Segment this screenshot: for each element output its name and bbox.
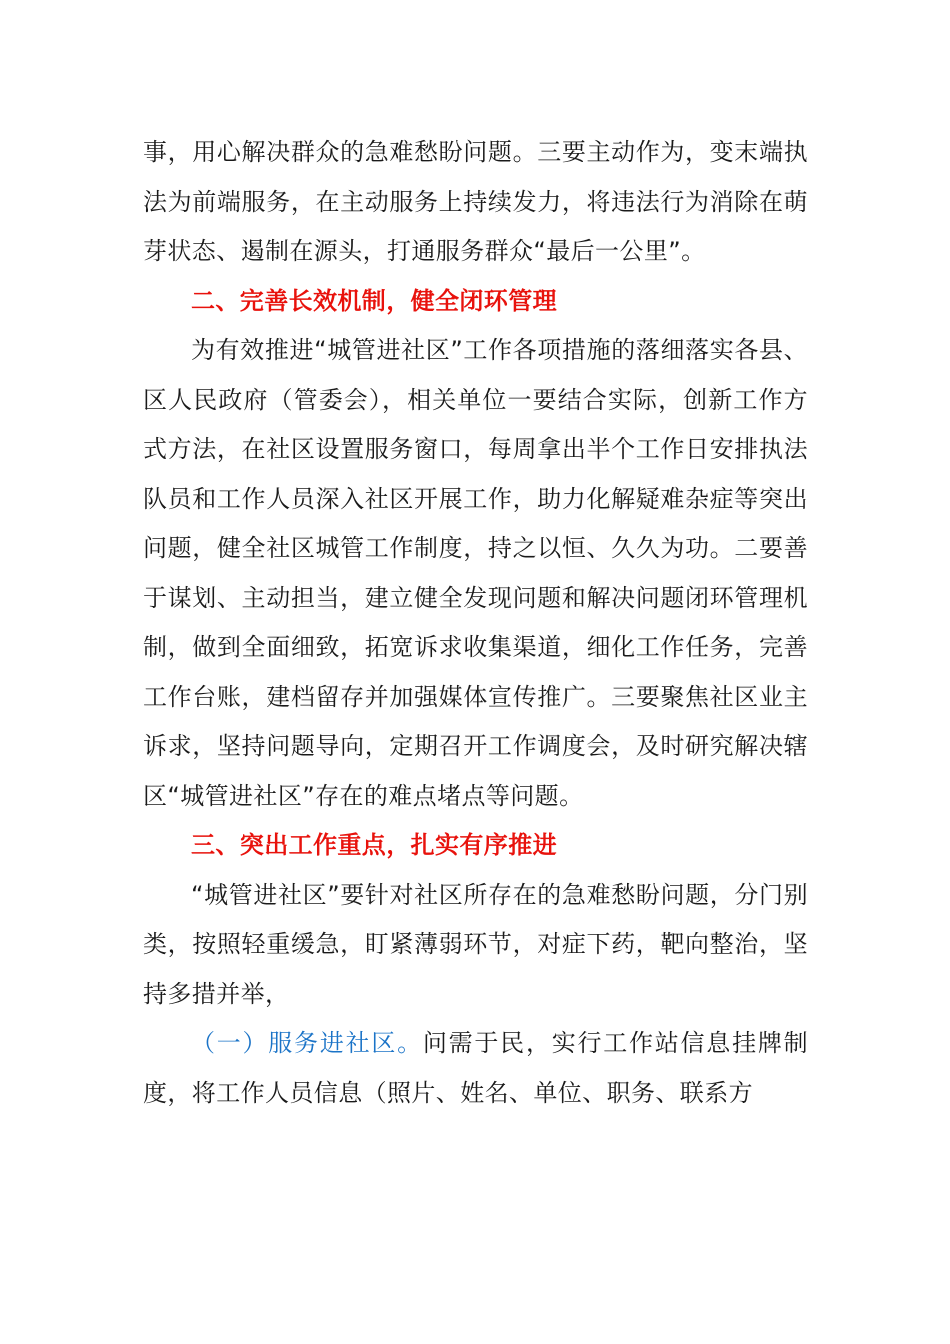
section-heading-2: 二、完善长效机制，健全闭环管理 — [191, 286, 557, 315]
document-body — [143, 128, 808, 1118]
paragraph-continuation: 事，用心解决群众的急难愁盼问题。三要主动作为，变末端执法为前端服务，在主动服务上持续发力，将违法行为消除在萌芽状态、遏制在源头，打通服务群众“最后一公里”。 — [143, 138, 808, 265]
paragraph-section-3-intro: “城管进社区”要针对社区所存在的急难愁盼问题，分门别类，按照轻重缓急，盯紧薄弱环节，对症下药，靶向整治，坚持多措并举， — [143, 880, 808, 1008]
paragraph-subsection-1 — [143, 1019, 808, 1118]
section-heading-3: 三、突出工作重点，扎实有序推进 — [191, 831, 557, 859]
subsection-heading-1: （一）服务进社区。 — [191, 1029, 423, 1057]
subsection-body-1: 问需于民，实行工作站信息挂牌制度，将工作人员信息（照片、姓名、单位、职务、联系方 — [143, 1029, 808, 1107]
paragraph-section-2: 为有效推进“城管进社区”工作各项措施的落细落实各县、区人民政府（管委会），相关单位一要结合实际，创新工作方式方法，在社区设置服务窗口，每周拿出半个工作日安排执法队员和工作人员深入社区开展工作，助力化解疑难杂症等突出问题，健全社区城管工作制度，持之以恒、久久为功。二要善于谋划、主动担当，建立健全发现问题和解决问题闭环管理机制，做到全面细致，拓宽诉求收集渠道，细化工作任务，完善工作台账，建档留存并加强媒体宣传推广。三要聚焦社区业主诉求，坚持问题导向，定期召开工作调度会，及时研究解决辖区“城管进社区”存在的难点堵点等问题。 — [143, 336, 808, 810]
